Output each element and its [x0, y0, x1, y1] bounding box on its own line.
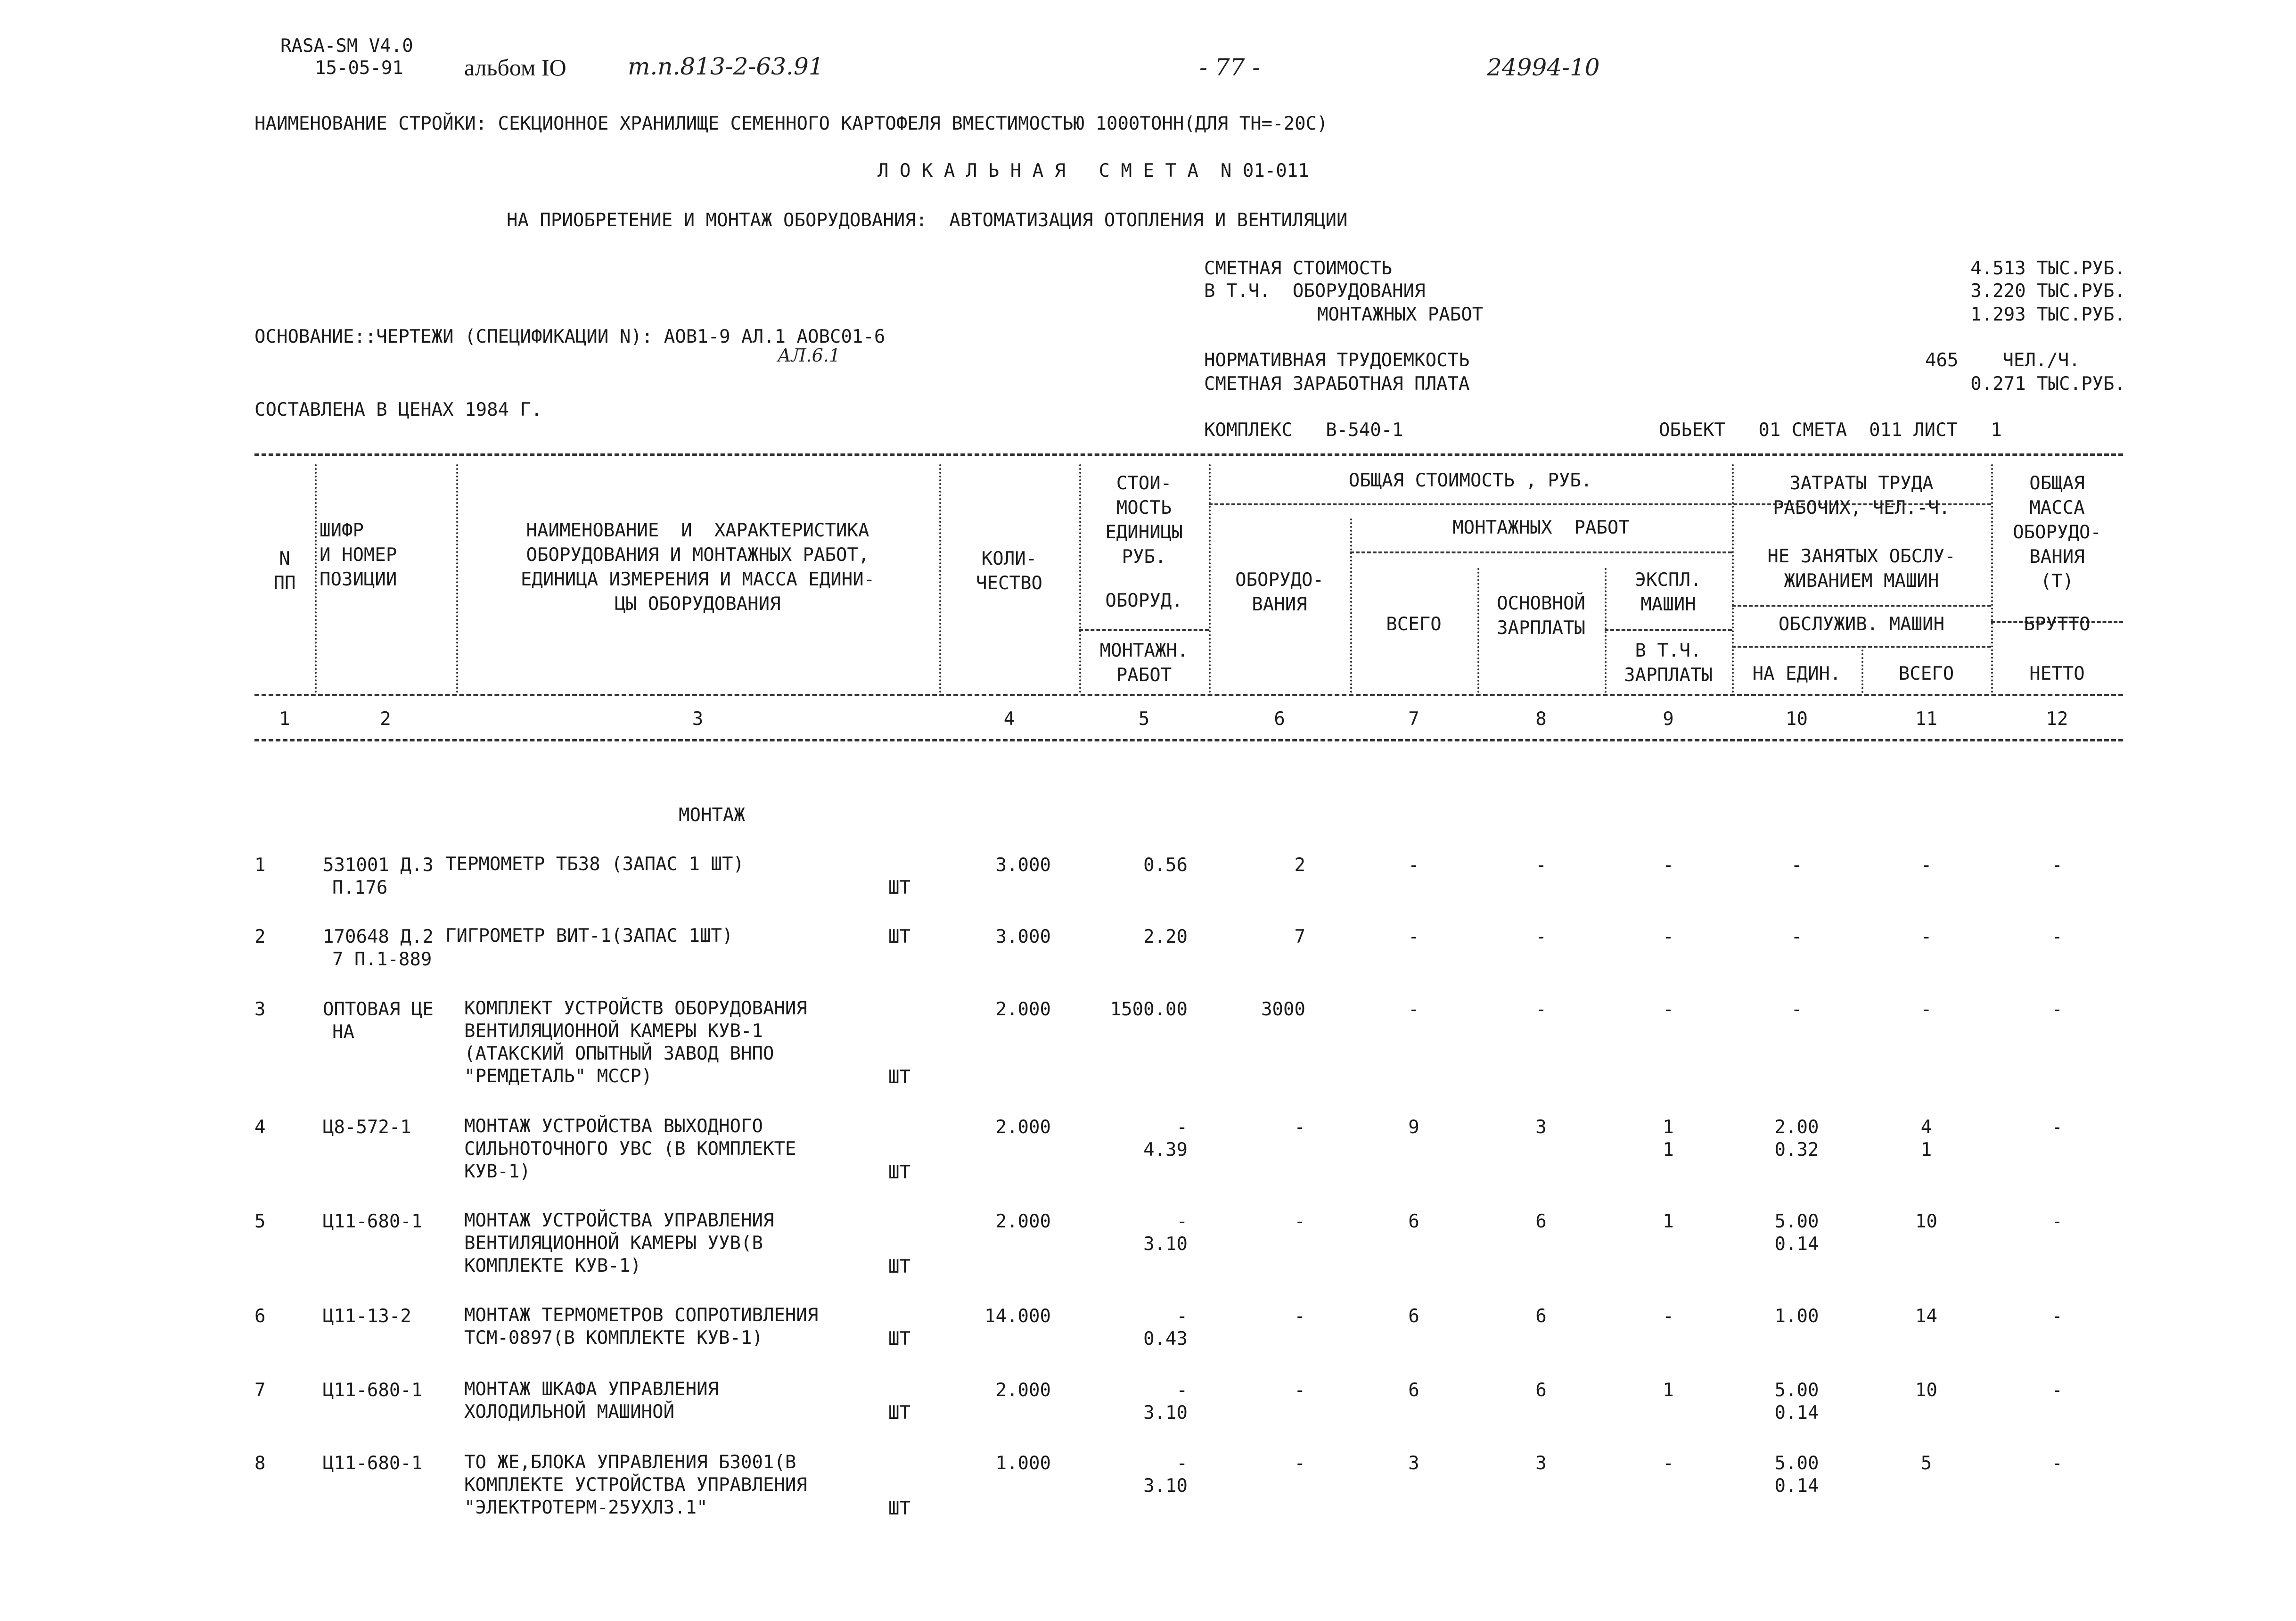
basis-drawings-addition: АЛ.6.1	[778, 345, 840, 366]
project-name: НАИМЕНОВАНИЕ СТРОЙКИ: СЕКЦИОННОЕ ХРАНИЛИЩЕ СЕМЕННОГО КАРТОФЕЛЯ ВМЕСТИМОСТЬЮ 1000ТОНН(ДЛЯ ТН=-20С)	[254, 113, 1328, 134]
row-mass: -	[2051, 1380, 2063, 1401]
cost-label: СМЕТНАЯ СТОИМОСТЬ	[1204, 258, 1393, 279]
row-number: 1	[254, 855, 266, 876]
wage-value: 0.271 ТЫС.РУБ.	[1970, 373, 2125, 395]
install-works-header: МОНТАЖНЫХ РАБОТ	[1452, 517, 1630, 538]
total-cost-header: ОБЩАЯ СТОИМОСТЬ , РУБ.	[1348, 470, 1592, 491]
row-install-total: -	[1408, 999, 1419, 1020]
row-quantity: 1.000	[995, 1453, 1051, 1474]
prices-basis: СОСТАВЛЕНА В ЦЕНАХ 1984 Г.	[254, 399, 542, 420]
row-labor-unit: -	[1791, 926, 1803, 947]
servicing-header: ОБСЛУЖИВ. МАШИН	[1778, 614, 1945, 635]
row-equipment-cost: -	[1294, 1117, 1305, 1138]
row-labor-unit-service: 0.14	[1774, 1402, 1819, 1424]
estimate-subject: НА ПРИОБРЕТЕНИЕ И МОНТАЖ ОБОРУДОВАНИЯ: АВТОМАТИЗАЦИЯ ОТОПЛЕНИЯ И ВЕНТИЛЯЦИИ	[507, 210, 1348, 231]
header-bottom-rule	[254, 694, 2123, 696]
row-mass: -	[2051, 1306, 2063, 1327]
row-equipment-cost: -	[1294, 1453, 1305, 1474]
row-unit: ШТ	[888, 1498, 910, 1519]
row-code-extra: П.176	[332, 877, 388, 898]
row-labor-unit: 5.00	[1774, 1380, 1819, 1401]
labor-value: 465 ЧЕЛ./Ч.	[1925, 350, 2080, 371]
row-machine-cost: -	[1663, 1453, 1674, 1474]
row-quantity: 2.000	[995, 999, 1051, 1020]
subheader-rule	[1079, 629, 1209, 631]
row-mass: -	[2051, 999, 2063, 1020]
column-number: 1	[279, 708, 290, 730]
table-top-rule	[254, 453, 2123, 456]
row-base-wage: 3	[1535, 1117, 1547, 1138]
row-description: ТЕРМОМЕТР ТБ38 (ЗАПАС 1 ШТ)	[445, 854, 744, 875]
col-number-header: N ПП	[273, 548, 296, 594]
row-unit: ШТ	[888, 877, 910, 898]
row-code: 170648 Д.2	[323, 926, 434, 947]
equipment-value: 3.220 ТЫС.РУБ.	[1970, 280, 2125, 302]
row-quantity: 2.000	[995, 1380, 1051, 1401]
row-quantity: 2.000	[995, 1211, 1051, 1232]
row-unit-install-price: 4.39	[1143, 1139, 1188, 1160]
row-description: ТО ЖЕ,БЛОКА УПРАВЛЕНИЯ Б3001(В КОМПЛЕКТЕ УСТРОЙСТВА УПРАВЛЕНИЯ "ЭЛЕКТРОТЕРМ-25УХЛ3.1"	[464, 1452, 807, 1518]
row-unit: ШТ	[888, 1067, 910, 1088]
column-number: 12	[2046, 708, 2068, 730]
row-quantity: 3.000	[995, 855, 1051, 876]
row-machine-cost: 1	[1663, 1380, 1674, 1401]
row-equipment-cost: -	[1294, 1380, 1305, 1401]
col-mass-gross-header: БРУТТО	[2024, 614, 2091, 635]
col-equipment-header: ОБОРУДО- ВАНИЯ	[1235, 569, 1324, 615]
row-machine-cost: 1	[1663, 1211, 1674, 1232]
album-label: альбом IO	[464, 54, 566, 81]
column-number: 3	[692, 708, 704, 730]
row-number: 8	[254, 1453, 266, 1474]
row-description: МОНТАЖ ТЕРМОМЕТРОВ СОПРОТИВЛЕНИЯ ТСМ-0897(В КОМПЛЕКТЕ КУВ-1)	[464, 1305, 819, 1349]
row-install-total: 6	[1408, 1306, 1419, 1327]
row-quantity: 3.000	[995, 926, 1051, 947]
wage-label: СМЕТНАЯ ЗАРАБОТНАЯ ПЛАТА	[1204, 373, 1470, 395]
row-unit-price: -	[1176, 1380, 1188, 1401]
program-version: RASA-SM V4.0	[280, 35, 413, 57]
column-number: 4	[1003, 708, 1015, 730]
row-description: КОМПЛЕКТ УСТРОЙСТВ ОБОРУДОВАНИЯ ВЕНТИЛЯЦИОННОЙ КАМЕРЫ КУВ-1 (АТАКСКИЙ ОПЫТНЫЙ ЗАВОД ВНПО "РЕМДЕТАЛЬ" МССР)	[464, 998, 807, 1087]
col-mass-header: ОБЩАЯ МАССА ОБОРУДО- ВАНИЯ (Т)	[2013, 473, 2101, 592]
row-code: Ц11-680-1	[323, 1453, 423, 1474]
row-unit: ШТ	[888, 1328, 910, 1349]
labor-header: ЗАТРАТЫ ТРУДА РАБОЧИХ, ЧЕЛ.-Ч.	[1773, 473, 1950, 518]
row-code: 531001 Д.3	[323, 855, 434, 876]
installation-label: МОНТАЖНЫХ РАБОТ	[1317, 304, 1484, 325]
col-mass-net-header: НЕТТО	[2029, 663, 2085, 684]
row-unit-install-price: 3.10	[1143, 1475, 1188, 1497]
col-code-header: ШИФР И НОМЕР ПОЗИЦИИ	[320, 520, 397, 590]
col-unit-equipment-header: ОБОРУД.	[1105, 590, 1183, 611]
numbers-bottom-rule	[254, 739, 2123, 741]
row-unit-install-price: 0.43	[1143, 1328, 1188, 1349]
row-labor-unit: -	[1791, 855, 1803, 876]
col-labor-total-header: ВСЕГО	[1898, 663, 1954, 684]
row-labor-unit: 5.00	[1774, 1211, 1819, 1232]
row-description: МОНТАЖ УСТРОЙСТВА УПРАВЛЕНИЯ ВЕНТИЛЯЦИОННОЙ КАМЕРЫ УУВ(В КОМПЛЕКТЕ КУВ-1)	[464, 1210, 774, 1276]
row-unit-price: -	[1176, 1211, 1188, 1232]
col-wage-header: ОСНОВНОЙ ЗАРПЛАТЫ	[1497, 593, 1585, 639]
section-title: МОНТАЖ	[679, 805, 745, 826]
row-mass: -	[2051, 1211, 2063, 1232]
column-number: 11	[1915, 708, 1937, 730]
not-busy-header: НЕ ЗАНЯТЫХ ОБСЛУ- ЖИВАНИЕМ МАШИН	[1767, 546, 1956, 592]
row-number: 7	[254, 1380, 266, 1401]
row-install-total: -	[1408, 926, 1419, 947]
row-description: ГИГРОМЕТР ВИТ-1(ЗАПАС 1ШТ)	[445, 925, 733, 946]
col-labor-unit-header: НА ЕДИН.	[1752, 663, 1841, 684]
cost-value: 4.513 ТЫС.РУБ.	[1970, 258, 2125, 279]
row-unit-install-price: 3.10	[1143, 1234, 1188, 1255]
row-labor-total: 14	[1915, 1306, 1937, 1327]
col-name-header: НАИМЕНОВАНИЕ И ХАРАКТЕРИСТИКА ОБОРУДОВАНИЯ И МОНТАЖНЫХ РАБОТ, ЕДИНИЦА ИЗМЕРЕНИЯ И МАССА ЕДИНИ- ЦЫ ОБОРУДОВАНИЯ	[520, 520, 875, 615]
row-unit-price: 2.20	[1143, 926, 1188, 947]
col-divider	[1350, 518, 1352, 693]
col-machine-wage-header: В Т.Ч. ЗАРПЛАТЫ	[1624, 640, 1713, 686]
row-labor-total: -	[1920, 999, 1932, 1020]
row-machine-cost: -	[1663, 999, 1674, 1020]
row-install-total: 9	[1408, 1117, 1419, 1138]
row-labor-total: 10	[1915, 1380, 1937, 1401]
row-unit-price: 0.56	[1143, 855, 1188, 876]
row-install-total: 6	[1408, 1380, 1419, 1401]
row-unit-price: -	[1176, 1453, 1188, 1474]
column-number: 5	[1138, 708, 1150, 730]
row-quantity: 14.000	[984, 1306, 1051, 1327]
row-labor-total: 4	[1920, 1117, 1932, 1138]
row-unit-price: 1500.00	[1110, 999, 1188, 1020]
row-labor-unit: 5.00	[1774, 1453, 1819, 1474]
row-quantity: 2.000	[995, 1117, 1051, 1138]
subheader-rule	[1732, 605, 1991, 607]
object-sheet: ОБЬЕКТ 01 СМЕТА 011 ЛИСТ 1	[1659, 420, 2002, 441]
row-equipment-cost: -	[1294, 1306, 1305, 1327]
row-mass: -	[2051, 1117, 2063, 1138]
installation-value: 1.293 ТЫС.РУБ.	[1970, 304, 2125, 325]
subheader-rule	[1350, 551, 1732, 553]
column-number: 2	[380, 708, 391, 730]
row-unit-price: -	[1176, 1306, 1188, 1327]
col-total-header: ВСЕГО	[1386, 614, 1442, 635]
row-equipment-cost: 3000	[1261, 999, 1305, 1020]
row-code: ОПТОВАЯ ЦЕ	[323, 999, 434, 1020]
row-number: 5	[254, 1211, 266, 1232]
row-number: 4	[254, 1117, 266, 1138]
row-labor-total: -	[1920, 926, 1932, 947]
row-unit: ШТ	[888, 1162, 910, 1183]
print-date: 15-05-91	[315, 58, 403, 79]
row-machine-cost: -	[1663, 855, 1674, 876]
row-code: Ц11-13-2	[323, 1306, 411, 1327]
row-equipment-cost: -	[1294, 1211, 1305, 1232]
row-equipment-cost: 2	[1294, 855, 1305, 876]
row-mass: -	[2051, 855, 2063, 876]
row-machine-cost: -	[1663, 926, 1674, 947]
row-description: МОНТАЖ УСТРОЙСТВА ВЫХОДНОГО СИЛЬНОТОЧНОГО УВС (В КОМПЛЕКТЕ КУВ-1)	[464, 1116, 796, 1182]
column-number: 10	[1786, 708, 1808, 730]
row-base-wage: -	[1535, 926, 1547, 947]
equipment-label: В Т.Ч. ОБОРУДОВАНИЯ	[1204, 280, 1426, 302]
row-labor-unit-service: 0.32	[1774, 1139, 1819, 1160]
row-labor-total-service: 1	[1920, 1139, 1932, 1160]
row-labor-total: 10	[1915, 1211, 1937, 1232]
column-number: 6	[1274, 708, 1285, 730]
row-labor-total: 5	[1920, 1453, 1932, 1474]
row-labor-unit: 1.00	[1774, 1306, 1819, 1327]
row-unit-install-price: 3.10	[1143, 1402, 1188, 1424]
document-code: 24994-10	[1487, 54, 1600, 81]
col-machines-header: ЭКСПЛ. МАШИН	[1635, 569, 1702, 615]
row-install-total: 3	[1408, 1453, 1419, 1474]
row-machine-cost: -	[1663, 1306, 1674, 1327]
row-machine-cost: 1	[1663, 1117, 1674, 1138]
labor-label: НОРМАТИВНАЯ ТРУДОЕМКОСТЬ	[1204, 350, 1470, 371]
col-quantity-header: КОЛИ- ЧЕСТВО	[976, 548, 1042, 594]
row-base-wage: -	[1535, 855, 1547, 876]
row-code-extra: 7 П.1-889	[332, 949, 432, 970]
row-unit: ШТ	[888, 1402, 910, 1424]
row-unit-price: -	[1176, 1117, 1188, 1138]
row-base-wage: 3	[1535, 1453, 1547, 1474]
row-labor-unit-service: 0.14	[1774, 1234, 1819, 1255]
column-number: 8	[1535, 708, 1547, 730]
row-description: МОНТАЖ ШКАФА УПРАВЛЕНИЯ ХОЛОДИЛЬНОЙ МАШИНОЙ	[464, 1379, 719, 1423]
page-number: - 77 -	[1199, 54, 1261, 81]
row-labor-unit: -	[1791, 999, 1803, 1020]
subheader-rule	[1605, 629, 1732, 631]
estimate-title: Л О К А Л Ь Н А Я С М Е Т А N 01-011	[877, 160, 1309, 181]
row-unit: ШТ	[888, 926, 910, 947]
basis-drawings: ОСНОВАНИЕ::ЧЕРТЕЖИ (СПЕЦИФИКАЦИИ N): АОВ1-9 АЛ.1 АОВС01-6	[254, 326, 886, 347]
row-install-total: 6	[1408, 1211, 1419, 1232]
album-code: т.п.813-2-63.91	[628, 53, 824, 80]
row-code: Ц8-572-1	[323, 1117, 411, 1138]
row-mass: -	[2051, 926, 2063, 947]
row-equipment-cost: 7	[1294, 926, 1305, 947]
row-install-total: -	[1408, 855, 1419, 876]
row-code: Ц11-680-1	[323, 1380, 423, 1401]
column-number: 7	[1408, 708, 1419, 730]
row-machine-wage: 1	[1663, 1139, 1674, 1160]
row-code-extra: НА	[332, 1021, 354, 1043]
row-base-wage: 6	[1535, 1211, 1547, 1232]
row-code: Ц11-680-1	[323, 1211, 423, 1232]
row-unit: ШТ	[888, 1256, 910, 1277]
complex-code: КОМПЛЕКС В-540-1	[1204, 420, 1403, 441]
row-labor-unit-service: 0.14	[1774, 1475, 1819, 1497]
row-number: 3	[254, 999, 266, 1020]
col-unit-install-header: МОНТАЖН. РАБОТ	[1099, 640, 1189, 686]
row-base-wage: -	[1535, 999, 1547, 1020]
column-number: 9	[1663, 708, 1674, 730]
row-base-wage: 6	[1535, 1306, 1547, 1327]
row-mass: -	[2051, 1453, 2063, 1474]
row-number: 2	[254, 926, 266, 947]
row-labor-total: -	[1920, 855, 1932, 876]
col-unit-cost-header: СТОИ- МОСТЬ ЕДИНИЦЫ РУБ.	[1105, 473, 1183, 568]
row-number: 6	[254, 1306, 266, 1327]
subheader-rule	[1732, 646, 1991, 648]
row-base-wage: 6	[1535, 1380, 1547, 1401]
row-labor-unit: 2.00	[1774, 1117, 1819, 1138]
